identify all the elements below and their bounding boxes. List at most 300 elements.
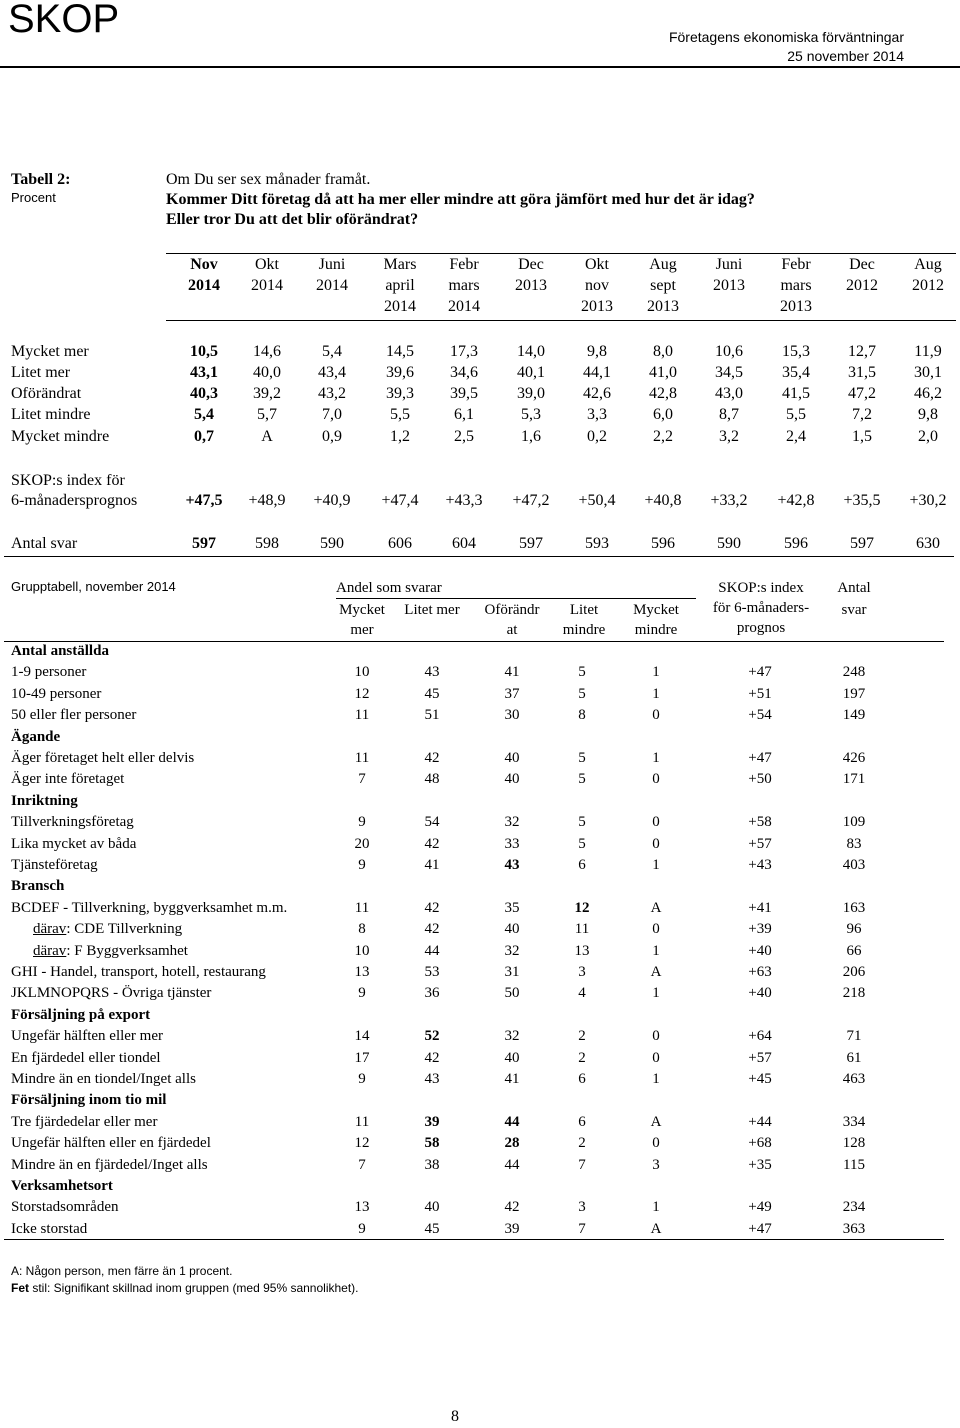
- group-cell: 4: [578, 985, 586, 1002]
- group-heading: Försäljning på export: [11, 1006, 151, 1023]
- group-cell: 2: [578, 1135, 586, 1152]
- group-cell: 1: [652, 1071, 660, 1087]
- table-cell: 14,6: [253, 343, 281, 360]
- group-row-label: Mindre än en tiondel/Inget alls: [11, 1071, 196, 1087]
- table-cell: 41,5: [782, 385, 810, 402]
- group-cell: 28: [504, 1135, 520, 1152]
- group-cell: 2: [578, 1028, 586, 1045]
- group-cell: 0: [652, 1135, 660, 1152]
- column-header-4-line-2: april: [385, 277, 415, 294]
- column-header-11-line-2: 2012: [846, 277, 878, 294]
- table-cell: 15,3: [782, 343, 810, 360]
- table-cell: 9,8: [587, 343, 607, 360]
- group-cell: 54: [424, 814, 440, 831]
- column-header-4-line-3: 2014: [384, 298, 416, 315]
- group-row-label: Tjänsteföretag: [11, 857, 98, 873]
- table-cell: 10,5: [190, 343, 218, 360]
- antal-cell: 590: [717, 535, 741, 552]
- group-row-label: Ungefär hälften eller en fjärdedel: [11, 1135, 211, 1152]
- group-cell: 248: [842, 664, 866, 681]
- index-cell: +40,9: [313, 492, 351, 509]
- group-cell: 45: [424, 685, 440, 702]
- group-cell: 109: [842, 814, 866, 831]
- group-cell: 115: [843, 1156, 865, 1173]
- table-cell: 7,0: [322, 406, 342, 423]
- subheader-4-line-2: mindre: [562, 622, 606, 638]
- group-cell: 1: [652, 1199, 660, 1216]
- table-cell: 6,1: [454, 406, 474, 423]
- table-cell: 17,3: [450, 343, 478, 360]
- group-cell: 52: [424, 1028, 440, 1045]
- group-cell: 48: [424, 771, 440, 788]
- table-cell: 10,6: [715, 343, 743, 360]
- index-label-line-1: SKOP:s index för: [11, 472, 125, 489]
- group-cell: 1: [652, 857, 660, 873]
- table-cell: 3,2: [719, 428, 739, 445]
- group-cell: 3: [652, 1156, 660, 1173]
- column-header-2-line-1: Okt: [255, 256, 279, 273]
- group-cell: 42: [424, 750, 440, 766]
- group-cell: 40: [504, 1049, 520, 1066]
- table-cell: 9,8: [918, 406, 938, 423]
- column-header-5-line-2: mars: [448, 277, 480, 294]
- table-cell: 0,7: [194, 428, 214, 445]
- group-cell: 71: [846, 1028, 862, 1045]
- table-cell: 5,4: [194, 406, 214, 423]
- table-cell: 2,0: [918, 428, 938, 445]
- group-cell: 171: [842, 771, 866, 788]
- table-unit: Procent: [11, 190, 56, 205]
- antal-header-2: svar: [841, 602, 867, 618]
- column-header-5-line-3: 2014: [448, 298, 480, 315]
- table-cell: 43,4: [318, 364, 346, 381]
- group-cell: 9: [358, 985, 366, 1002]
- index-cell: +40,8: [644, 492, 682, 509]
- group-cell: 43: [424, 1071, 440, 1087]
- table-cell: 43,2: [318, 385, 346, 402]
- table-cell: 5,5: [786, 406, 806, 423]
- group-cell: 43: [504, 857, 520, 873]
- index-header-1: SKOP:s index: [718, 580, 804, 596]
- index-cell: +43,3: [445, 492, 483, 509]
- group-heading: Inriktning: [11, 792, 78, 809]
- table1-bottom-rule: [4, 556, 954, 557]
- group-cell: 12: [354, 685, 370, 702]
- group-row-label: Lika mycket av båda: [11, 835, 137, 852]
- group-cell: 7: [578, 1156, 586, 1173]
- prefix-label: därav: [33, 921, 67, 938]
- group-cell: 1: [652, 985, 660, 1002]
- group-cell: 40: [504, 750, 520, 766]
- subheader-1-line-1: Mycket: [339, 602, 385, 618]
- table-cell: 40,0: [253, 364, 281, 381]
- antal-cell: 630: [916, 535, 940, 552]
- group-cell: 14: [354, 1028, 370, 1045]
- table-cell: 40,1: [517, 364, 545, 381]
- group-cell: 0: [652, 814, 660, 831]
- antal-header-1: Antal: [837, 580, 871, 596]
- group-cell: 9: [358, 1071, 366, 1087]
- group-cell: +41: [748, 899, 772, 916]
- group-cell: 11: [354, 1113, 370, 1130]
- index-cell: +47,4: [381, 492, 419, 509]
- group-cell: 61: [846, 1049, 862, 1066]
- antal-cell: 596: [651, 535, 675, 552]
- group-cell: 13: [574, 942, 590, 959]
- column-header-8-line-2: sept: [650, 277, 676, 294]
- group-cell: 35: [504, 899, 520, 916]
- prefix-label: därav: [33, 942, 67, 959]
- group-cell: 45: [424, 1220, 440, 1237]
- group-row-label: Äger företaget helt eller delvis: [11, 750, 195, 766]
- group-row-label: BCDEF - Tillverkning, byggverksamhet m.m.: [11, 899, 288, 916]
- group-cell: +57: [748, 1049, 772, 1066]
- group-cell: 38: [424, 1156, 440, 1173]
- subheader-5-line-2: mindre: [634, 622, 678, 638]
- group-cell: 51: [424, 707, 440, 724]
- group-row-label: Tillverkningsföretag: [11, 814, 134, 831]
- index-cell: +50,4: [578, 492, 616, 509]
- table-cell: 11,9: [914, 343, 942, 360]
- table-cell: 14,0: [517, 343, 545, 360]
- group-cell: 40: [504, 771, 520, 788]
- group-cell: 11: [354, 707, 370, 724]
- group-cell: +63: [748, 964, 772, 980]
- table-cell: 8,0: [653, 343, 673, 360]
- group-heading: Verksamhetsort: [11, 1178, 113, 1194]
- antal-cell: 596: [784, 535, 808, 552]
- group-cell: 0: [652, 771, 660, 788]
- table-cell: 41,0: [649, 364, 677, 381]
- column-header-8-line-3: 2013: [647, 298, 679, 315]
- index-cell: +48,9: [248, 492, 286, 509]
- table-cell: 2,5: [454, 428, 474, 445]
- question-line-2: Kommer Ditt företag då att ha mer eller mindre att göra jämfört med hur det är idag?: [166, 191, 755, 208]
- table-cell: 47,2: [848, 385, 876, 402]
- group-cell: +47: [748, 750, 772, 766]
- share-header: Andel som svarar: [336, 580, 442, 596]
- column-header-5-line-1: Febr: [449, 256, 479, 273]
- antal-cell: 606: [388, 535, 412, 552]
- index-cell: +30,2: [909, 492, 947, 509]
- group-cell: 363: [842, 1220, 866, 1237]
- footnote-bold: Fet stil: Signifikant skillnad inom gruppen (med 95% sannolikhet).: [11, 1281, 359, 1295]
- group-cell: +49: [748, 1199, 772, 1216]
- group-cell: 6: [578, 1113, 586, 1130]
- group-cell: 128: [842, 1135, 866, 1152]
- group-cell: +35: [748, 1156, 772, 1173]
- antal-cell: 597: [192, 535, 216, 552]
- group-cell: 41: [424, 857, 440, 873]
- row-label: Litet mindre: [11, 406, 91, 423]
- antal-cell: 597: [519, 535, 543, 552]
- group-cell: 0: [652, 921, 660, 938]
- group-row-label: därav: CDE Tillverkning: [33, 921, 183, 938]
- group-cell: 197: [842, 685, 866, 702]
- group-cell: 41: [504, 1071, 520, 1087]
- table-cell: 44,1: [583, 364, 611, 381]
- group-cell: 41: [504, 664, 520, 681]
- group-row-label: Storstadsområden: [11, 1199, 119, 1216]
- column-header-2-line-2: 2014: [251, 277, 283, 294]
- group-cell: 13: [354, 964, 370, 980]
- antal-cell: 604: [452, 535, 476, 552]
- group-cell: 13: [354, 1199, 370, 1216]
- group-cell: 44: [424, 942, 440, 959]
- column-header-12-line-1: Aug: [914, 256, 942, 273]
- group-cell: +51: [748, 685, 772, 702]
- report-header: [669, 28, 904, 66]
- group-cell: 42: [504, 1199, 520, 1216]
- table-cell: 42,8: [649, 385, 677, 402]
- group-cell: 3: [578, 1199, 586, 1216]
- group-cell: 32: [504, 942, 520, 959]
- table-cell: 39,0: [517, 385, 545, 402]
- group-cell: 42: [424, 921, 440, 938]
- group-cell: 32: [504, 1028, 520, 1045]
- group-cell: 66: [846, 942, 862, 959]
- group-cell: +47: [748, 664, 772, 681]
- group-cell: 40: [424, 1199, 440, 1216]
- table-label: Tabell 2:: [11, 171, 71, 188]
- group-cell: 0: [652, 835, 660, 852]
- table-cell: 1,5: [852, 428, 872, 445]
- index-cell: +47,2: [512, 492, 550, 509]
- group-cell: +50: [748, 771, 772, 788]
- column-header-9-line-1: Juni: [715, 256, 743, 273]
- group-row-label: Ungefär hälften eller mer: [11, 1028, 163, 1045]
- subheader-2-line-1: Litet mer: [404, 602, 460, 618]
- column-header-7-line-3: 2013: [581, 298, 613, 315]
- group-cell: 39: [424, 1113, 440, 1130]
- group-cell: 426: [842, 750, 866, 766]
- group-cell: 11: [574, 921, 590, 938]
- antal-cell: 598: [255, 535, 279, 552]
- report-subtitle: Företagens ekonomiska förväntningar: [668, 29, 904, 45]
- group-cell: 6: [578, 1071, 586, 1087]
- table-cell: 5,5: [390, 406, 410, 423]
- group-cell: 39: [504, 1220, 520, 1237]
- table-cell: 6,0: [653, 406, 673, 423]
- group-cell: 5: [578, 814, 586, 831]
- row-label-text: F Byggverksamhet: [74, 942, 188, 959]
- group-cell: +40: [748, 942, 772, 959]
- table-cell: 43,1: [190, 364, 218, 381]
- group-cell: 83: [846, 835, 862, 852]
- group-row-label: Äger inte företaget: [11, 771, 125, 788]
- group-cell: +47: [748, 1220, 772, 1237]
- group-heading: Försäljning inom tio mil: [11, 1092, 167, 1109]
- column-header-1-line-2: 2014: [188, 277, 220, 294]
- group-cell: 163: [842, 899, 866, 916]
- table-cell: 35,4: [782, 364, 810, 381]
- group-cell: 403: [842, 857, 866, 873]
- footnote-a: A: Någon person, men färre än 1 procent.: [11, 1264, 233, 1278]
- share-header-rule: [336, 598, 696, 599]
- group-cell: 96: [846, 921, 862, 938]
- antal-cell: 590: [320, 535, 344, 552]
- index-cell: +33,2: [710, 492, 748, 509]
- table-cell: A: [261, 428, 273, 445]
- group-cell: 42: [424, 899, 440, 916]
- table-cell: 0,9: [322, 428, 342, 445]
- group-cell: 234: [842, 1199, 866, 1216]
- group-row-label: GHI - Handel, transport, hotell, restaurang: [11, 964, 266, 980]
- group-cell: 9: [358, 814, 366, 831]
- table-cell: 40,3: [190, 385, 218, 402]
- question-line-3: Eller tror Du att det blir oförändrat?: [166, 211, 419, 228]
- report-date: 25 november 2014: [787, 48, 904, 64]
- group-cell: 9: [358, 857, 366, 873]
- group-heading: Bransch: [11, 878, 65, 895]
- group-cell: 0: [652, 1028, 660, 1045]
- table-cell: 42,6: [583, 385, 611, 402]
- row-label: Litet mer: [11, 364, 71, 381]
- table-cell: 8,7: [719, 406, 739, 423]
- column-header-11-line-1: Dec: [849, 256, 875, 273]
- group-row-label: Mindre än en fjärdedel/Inget alls: [11, 1156, 208, 1173]
- skop-logo: SKOP: [8, 0, 120, 41]
- group-cell: 149: [842, 707, 866, 724]
- group-cell: 218: [842, 985, 866, 1002]
- table-cell: 14,5: [386, 343, 414, 360]
- group-table-bottom-rule: [4, 1239, 944, 1240]
- table-cell: 39,6: [386, 364, 414, 381]
- group-cell: +44: [748, 1113, 772, 1130]
- question-line-1: Om Du ser sex månader framåt.: [166, 171, 371, 188]
- subheader-4-line-1: Litet: [569, 602, 599, 618]
- group-cell: 1: [652, 685, 660, 702]
- group-cell: +45: [748, 1071, 772, 1087]
- table-cell: 34,6: [450, 364, 478, 381]
- group-cell: 1: [652, 942, 660, 959]
- group-cell: 32: [504, 814, 520, 831]
- subheader-5-line-1: Mycket: [633, 602, 679, 618]
- antal-cell: 593: [585, 535, 609, 552]
- group-cell: 44: [504, 1113, 520, 1130]
- table-cell: 5,7: [257, 406, 277, 423]
- group-cell: 12: [574, 899, 590, 916]
- table1-header-rule: [166, 320, 956, 321]
- group-cell: +54: [748, 707, 772, 724]
- column-header-10-line-1: Febr: [781, 256, 811, 273]
- group-cell: 5: [578, 771, 586, 788]
- group-cell: 1: [652, 664, 660, 681]
- group-cell: 17: [354, 1049, 370, 1066]
- column-header-3-line-1: Juni: [318, 256, 346, 273]
- column-header-10-line-2: mars: [780, 277, 812, 294]
- group-cell: 0: [652, 707, 660, 724]
- group-cell: 20: [354, 835, 370, 852]
- table-cell: 7,2: [852, 406, 872, 423]
- table-cell: 39,2: [253, 385, 281, 402]
- group-cell: 31: [504, 964, 520, 980]
- index-cell: +35,5: [843, 492, 881, 509]
- row-label-text: CDE Tillverkning: [74, 921, 183, 938]
- column-header-3-line-2: 2014: [316, 277, 348, 294]
- row-label: Mycket mindre: [11, 428, 110, 445]
- group-cell: 42: [424, 1049, 440, 1066]
- group-cell: 33: [504, 835, 520, 852]
- group-cell: +39: [748, 921, 772, 938]
- group-row-label: 50 eller fler personer: [11, 707, 137, 724]
- group-table-header-rule: [4, 641, 944, 642]
- group-row-label: Tre fjärdedelar eller mer: [11, 1113, 158, 1130]
- group-cell: 5: [578, 664, 586, 681]
- table-cell: 39,5: [450, 385, 478, 402]
- subheader-1-line-2: mer: [350, 622, 374, 638]
- group-cell: 11: [354, 750, 370, 766]
- group-cell: 50: [504, 985, 520, 1002]
- group-cell: 2: [578, 1049, 586, 1066]
- group-cell: +64: [748, 1028, 772, 1045]
- group-cell: 11: [354, 899, 370, 916]
- column-header-6-line-1: Dec: [518, 256, 544, 273]
- antal-label: Antal svar: [11, 535, 78, 552]
- table-cell: 12,7: [848, 343, 876, 360]
- table-cell: 39,3: [386, 385, 414, 402]
- group-cell: 7: [578, 1220, 586, 1237]
- table-cell: 1,2: [390, 428, 410, 445]
- group-cell: 8: [358, 921, 366, 938]
- column-header-10-line-3: 2013: [780, 298, 812, 315]
- group-cell: 9: [358, 1220, 366, 1237]
- group-cell: 0: [652, 1049, 660, 1066]
- group-cell: 43: [424, 664, 440, 681]
- header-divider: [0, 66, 960, 68]
- table-cell: 3,3: [587, 406, 607, 423]
- group-row-label: En fjärdedel eller tiondel: [11, 1049, 161, 1066]
- column-header-9-line-2: 2013: [713, 277, 745, 294]
- group-cell: 53: [424, 964, 440, 980]
- row-label: Oförändrat: [11, 385, 82, 402]
- group-cell: 44: [504, 1156, 520, 1173]
- group-cell: 334: [842, 1113, 866, 1130]
- group-row-label: 1-9 personer: [11, 664, 87, 681]
- table-cell: 2,4: [786, 428, 806, 445]
- group-cell: 30: [504, 707, 520, 724]
- antal-cell: 597: [850, 535, 874, 552]
- group-table-title: Grupptabell, november 2014: [11, 579, 176, 594]
- page-number: 8: [451, 1408, 459, 1425]
- group-cell: +40: [748, 985, 772, 1002]
- group-cell: A: [650, 964, 662, 980]
- group-cell: 7: [358, 771, 366, 788]
- column-header-8-line-1: Aug: [649, 256, 677, 273]
- table-cell: 2,2: [653, 428, 673, 445]
- group-cell: 206: [842, 964, 866, 980]
- group-cell: 3: [578, 964, 586, 980]
- index-cell: +47,5: [185, 492, 223, 509]
- table-cell: 5,4: [322, 343, 342, 360]
- group-cell: 5: [578, 750, 586, 766]
- group-cell: 7: [358, 1156, 366, 1173]
- group-cell: +43: [748, 857, 772, 873]
- column-header-1-line-1: Nov: [190, 256, 218, 273]
- group-cell: A: [650, 899, 662, 916]
- table-cell: 1,6: [521, 428, 541, 445]
- group-cell: 36: [424, 985, 440, 1002]
- table-cell: 43,0: [715, 385, 743, 402]
- table-cell: 5,3: [521, 406, 541, 423]
- table-cell: 34,5: [715, 364, 743, 381]
- group-row-label: därav: F Byggverksamhet: [33, 942, 188, 959]
- group-cell: 5: [578, 835, 586, 852]
- group-cell: 10: [354, 942, 370, 959]
- row-label: Mycket mer: [11, 343, 89, 360]
- group-cell: 8: [578, 707, 586, 724]
- group-cell: 1: [652, 750, 660, 766]
